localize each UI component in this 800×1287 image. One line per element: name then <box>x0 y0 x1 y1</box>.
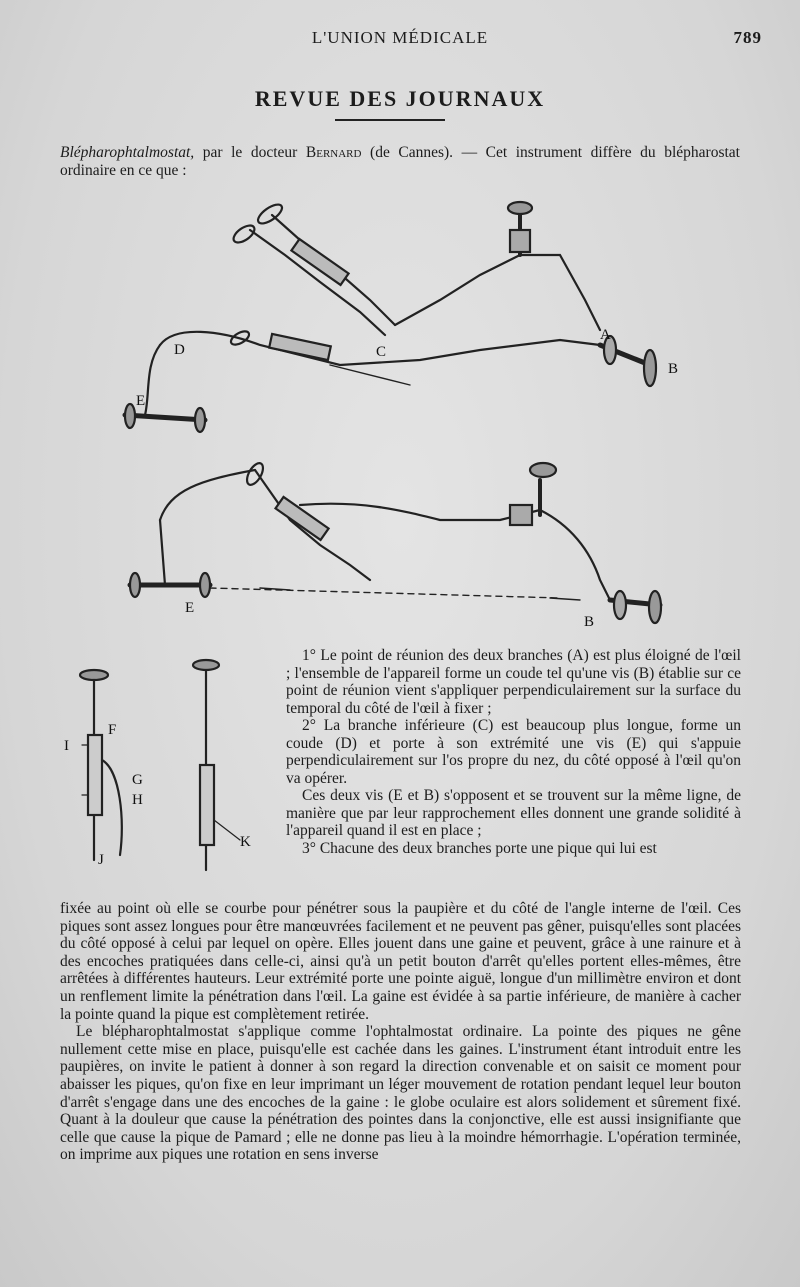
point-3-rest: fixée au point où elle se courbe pour pénétrer sous la paupière et du côté de l'angle interne de l'œil. Ces piques sont assez longues pour être manœuvrées facilement et ne peuvent pas gêner, puisqu'elles sont placées du côté opposé à celui par lequel on opère. Elles jouent dans une gaine et peuvent, grâce à une rainure et à des encoches pratiquées dans celle-ci, ainsi qu'à un petit bouton d'arrêt qu'elles portent elles-mêmes, être arrêtées à différentes hauteurs. Leur extrémité porte une pointe aiguë, longue d'un millimètre environ et dont un renflement limite la pénétration dans l'œil. La gaine est évidée à sa partie inférieure, de manière à cacher la pointe quand la pique est complètement retirée. <box>60 900 741 1023</box>
author-name: Bernard <box>305 144 362 161</box>
point-1: 1° Le point de réunion des deux branches (A) est plus éloigné de l'œil ; l'ensemble de l'appareil forme un coude tel qu'une vis (B) établie sur ce point de réunion vient s'appliquer perpendiculairement sur la surface du temporal du côté de l'œil à fixer ; <box>286 647 741 717</box>
right-column-text <box>286 647 741 857</box>
label-E-top: E <box>136 393 146 409</box>
label-J: J <box>98 852 104 868</box>
label-C: C <box>376 344 387 360</box>
pique-details <box>80 660 240 870</box>
top-instrument <box>125 201 656 432</box>
point-2: 2° La branche inférieure (C) est beaucoup plus longue, forme un coude (D) et porte à son extrémité une vis (E) qui s'appuie perpendiculairement sur l'os propre du nez, du côté opposé à l'œil qu'on va opérer. <box>286 717 741 787</box>
label-E-bottom: E <box>185 600 195 616</box>
label-A: A <box>600 327 611 343</box>
label-D: D <box>174 342 185 358</box>
label-B-bottom: B <box>584 614 595 630</box>
label-I: I <box>64 738 69 754</box>
intro-rest: (de Cannes). — Cet instrument diffère du blépharostat ordinaire en ce que : <box>60 144 740 179</box>
body-text <box>60 900 741 1164</box>
intro-by: par le docteur <box>194 144 306 161</box>
journal-title: L'UNION MÉDICALE <box>311 28 489 47</box>
page-number: 789 <box>733 28 762 47</box>
point-2-continued: Ces deux vis (E et B) s'opposent et se trouvent sur la même ligne, de manière que par leur rapprochement elles donnent une grande solidité à l'appareil quand il est en place ; <box>286 787 741 839</box>
label-H: H <box>132 792 143 808</box>
label-B-top: B <box>668 361 679 377</box>
article-title: Blépharophtalmostat, <box>60 144 195 161</box>
middle-instrument <box>130 461 661 623</box>
point-3-start: 3° Chacune des deux branches porte une pique qui lui est <box>302 839 657 857</box>
label-G: G <box>132 772 143 788</box>
section-title: REVUE DES JOURNAUX <box>254 86 546 111</box>
label-F: F <box>108 722 117 738</box>
label-K: K <box>240 834 251 850</box>
paragraph-application: Le blépharophtalmostat s'applique comme l'ophtalmostat ordinaire. La pointe des piques ne gêne nullement cette mise en place, puisqu'elle est cachée dans les gaines. L'instrument étant introduit entre les paupières, on invite le patient à donner à son regard la direction convenable et on saisit ce moment pour abaisser les piques, qu'on fixe en leur imprimant un léger mouvement de rotation pendant lequel leur bouton d'arrêt s'engage dans une des encoches de la gaine : le globe oculaire est alors solidement et sûrement fixé. Quant à la douleur que cause la pénétration des pointes dans la conjonctive, elle est aussi insignifiante que celle que cause la pique de Pamard ; elle ne donne pas lieu à la moindre hémorrhagie. L'opération terminée, on imprime aux piques une rotation en sens inverse <box>60 1023 741 1164</box>
